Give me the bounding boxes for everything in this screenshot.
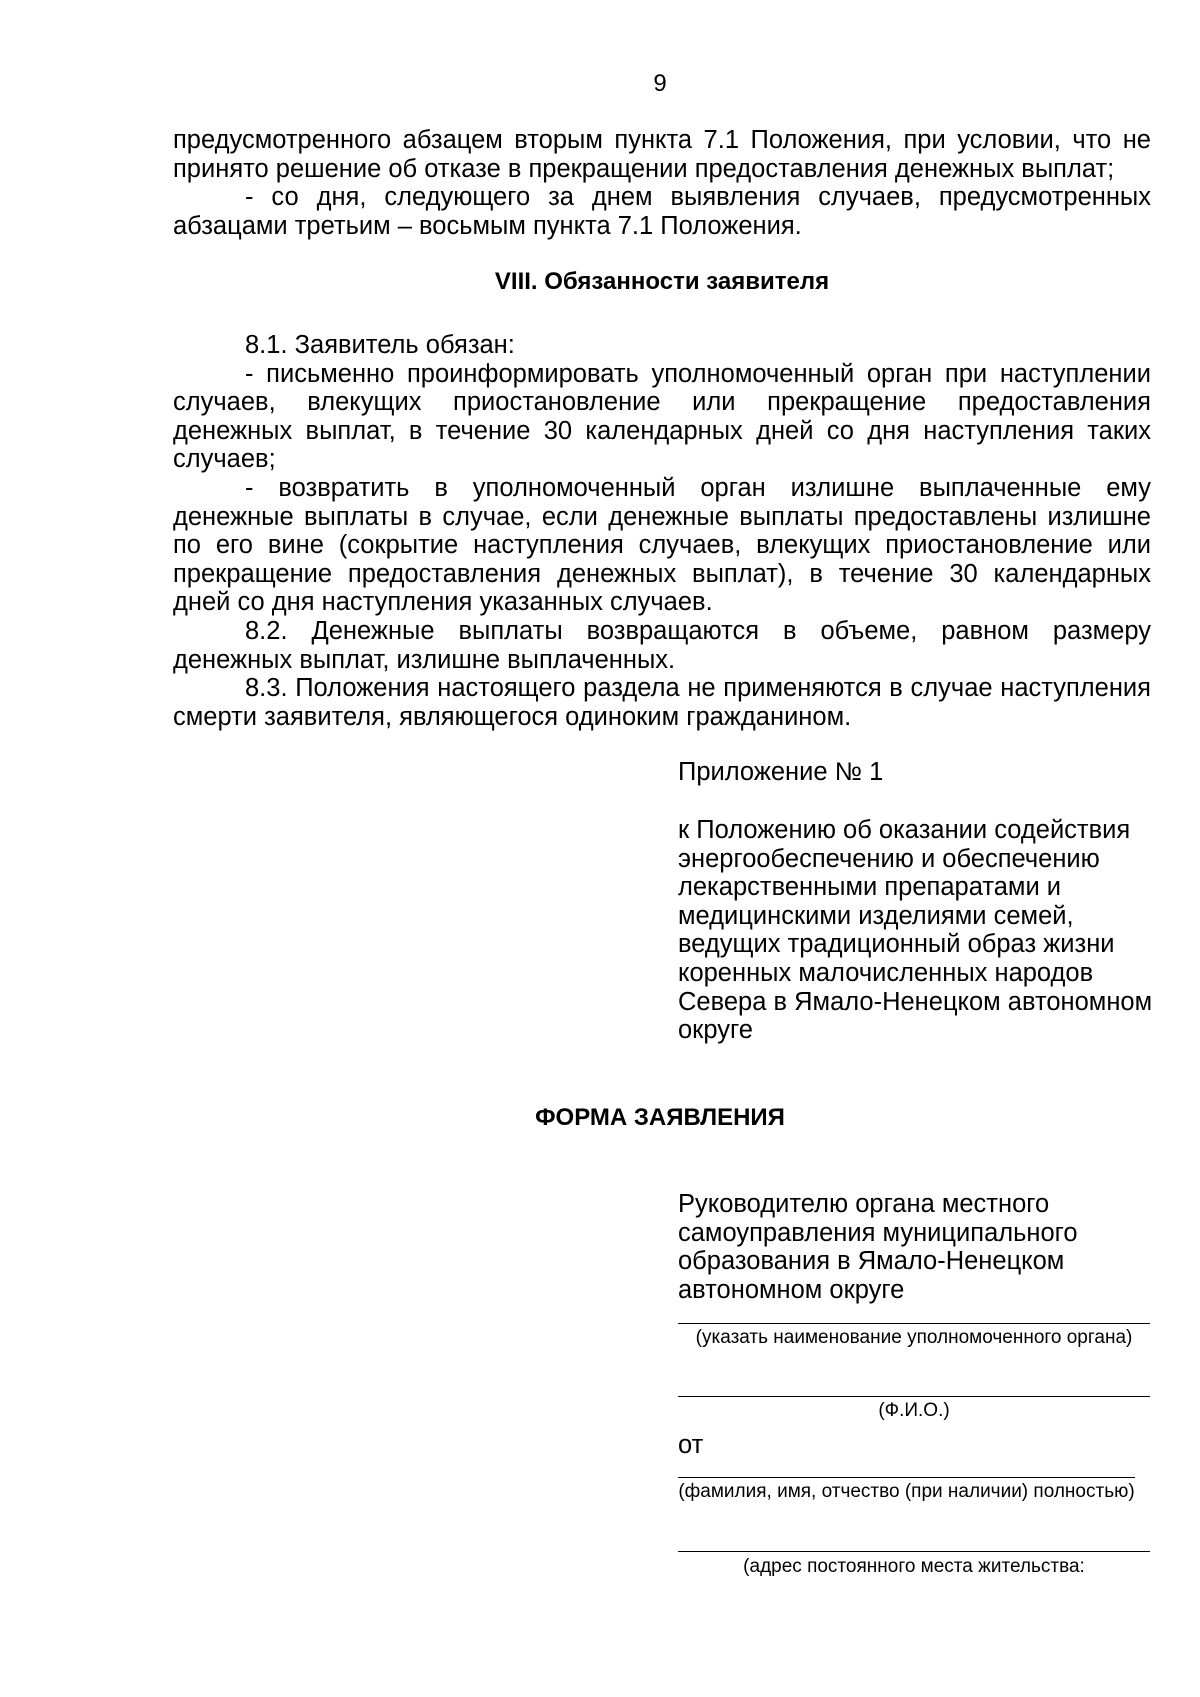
address-field[interactable] [678, 1551, 1150, 1552]
fio-field[interactable] [678, 1396, 1150, 1397]
form-title: ФОРМА ЗАЯВЛЕНИЯ [535, 1104, 785, 1131]
paragraph: 8.3. Положения настоящего раздела не применяются в случае наступления смерти заявителя, являющегося одиноким гражданином. [173, 674, 1151, 731]
section-heading: VIII. Обязанности заявителя [494, 268, 830, 296]
paragraph: предусмотренного абзацем вторым пункта 7.1 Положения, при условии, что не принято решение об отказе в прекращении предоставления денежных выплат; [173, 126, 1151, 183]
paragraph: 8.2. Денежные выплаты возвращаются в объеме, равном размеру денежных выплат, излишне выплаченных. [173, 616, 1151, 674]
appendix-number: Приложение № 1 [678, 758, 884, 786]
fio-hint: (Ф.И.О.) [878, 1400, 950, 1421]
organ-name-hint: (указать наименование уполномоченного органа) [695, 1327, 1133, 1348]
address-hint: (адрес постоянного места жительства: [743, 1556, 1085, 1577]
addressee-block: Руководителю органа местного самоуправления муниципального образования в Ямало-Ненецком автономном округе [678, 1190, 1078, 1304]
document-body [173, 126, 1151, 731]
paragraph: - письменно проинформировать уполномоченный орган при наступлении случаев, влекущих приостановление или прекращение предоставления денежных выплат, в течение 30 календарных дней со дня наступления таких случаев; [173, 359, 1151, 474]
page-number: 9 [653, 70, 667, 97]
paragraph: 8.1. Заявитель обязан: [245, 330, 515, 359]
paragraph: - со дня, следующего за днем выявления случаев, предусмотренных абзацами третьим – восьмым пункта 7.1 Положения. [173, 183, 1151, 240]
applicant-name-field[interactable] [678, 1477, 1135, 1478]
paragraph: - возвратить в уполномоченный орган излишне выплаченные ему денежные выплаты в случае, если денежные выплаты предоставлены излишне по его вине (сокрытие наступления случаев, влекущих приостановление или прекращение предоставления денежных выплат), в течение 30 календарных дней со дня наступления указанных случаев. [173, 473, 1151, 617]
applicant-name-hint: (фамилия, имя, отчество (при наличии) полностью) [678, 1481, 1135, 1502]
organ-name-field[interactable] [678, 1323, 1150, 1324]
appendix-caption: к Положению об оказании содействия энергообеспечению и обеспечению лекарственными препаратами и медицинскими изделиями семей, ведущих традиционный образ жизни коренных малочисленных народов Севера в Ямало-Ненецком автономном округе [678, 816, 1153, 1045]
from-label: от [678, 1431, 704, 1459]
